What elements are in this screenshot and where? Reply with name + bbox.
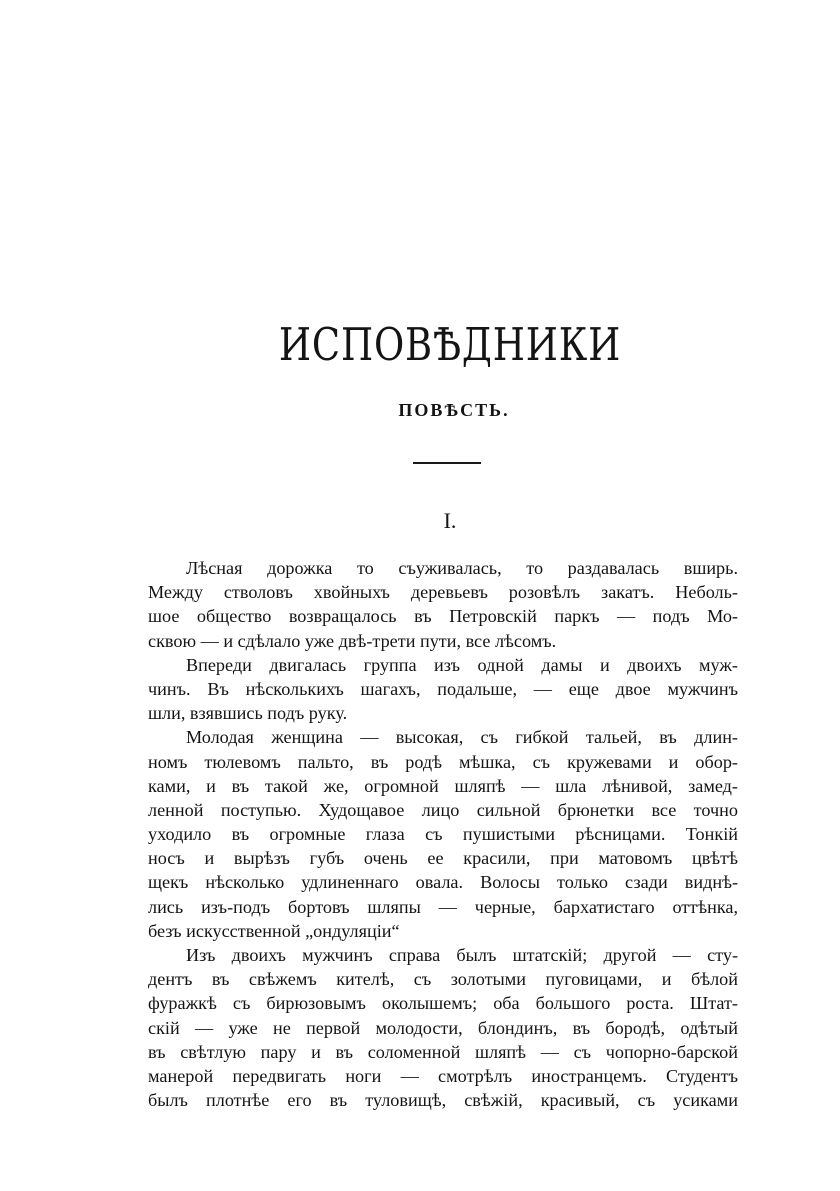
text-line: Впереди двигалась группа изъ одной дамы и двоихъ муж- (186, 654, 738, 675)
text-line: дентъ въ свѣжемъ кителѣ, съ золотыми пуговицами, и бѣлой (148, 969, 738, 990)
text-line: безъ искусственной „ондуляціи“ (148, 920, 400, 941)
chapter-number: I. (443, 508, 457, 533)
text-line: лись изъ-подъ бортовъ шляпы — черные, бархатистаго оттѣнка, (148, 896, 738, 917)
text-line: манерой передвигать ноги — смотрѣлъ иностранцемъ. Студентъ (148, 1065, 738, 1086)
text-line: Лѣсная дорожка то съуживалась, то раздавалась вширь. (186, 558, 738, 578)
text-line: чинъ. Въ нѣсколькихъ шагахъ, подальше, — еще двое мужчинъ (148, 678, 738, 699)
text-line: ками, и въ такой же, огромной шляпѣ — шла лѣнивой, замед- (148, 775, 738, 796)
text-line: уходило въ огромные глаза съ пушистыми рѣсницами. Тонкій (148, 824, 738, 845)
chapter-body-text (148, 556, 738, 1112)
text-line: Между стволовъ хвойныхъ деревьевъ розовѣлъ закатъ. Неболь- (148, 582, 738, 603)
blank-top-margin (0, 0, 840, 300)
text-line: фуражкѣ съ бирюзовымъ околышемъ; оба большого роста. Штат- (148, 993, 738, 1014)
text-line: въ свѣтлую пару и въ соломенной шляпѣ — съ чопорно-барской (148, 1041, 738, 1062)
genre-subtitle: ПОВѢСТЬ. (398, 400, 510, 420)
text-line: щекъ нѣсколько удлиненнаго овала. Волосы только сзади виднѣ- (148, 872, 738, 893)
text-line: Изъ двоихъ мужчинъ справа былъ штатскій; другой — сту- (186, 945, 738, 965)
text-line: номъ тюлевомъ пальто, въ родѣ мѣшка, съ кружевами и обор- (148, 751, 738, 772)
text-line: Молодая женщина — высокая, съ гибкой тальей, въ длин- (186, 727, 738, 748)
text-line: шли, взявшись подъ руку. (148, 703, 348, 724)
book-title: ИСПОВѢДНИКИ (278, 318, 622, 371)
title-divider-rule (413, 462, 481, 464)
text-line: скій — уже не первой молодости, блондинъ, въ бородѣ, одѣтый (148, 1017, 738, 1038)
text-line: былъ плотнѣе его въ туловищѣ, свѣжій, красивый, съ усиками (148, 1090, 738, 1111)
text-line: сквою — и сдѣлало уже двѣ-трети пути, все лѣсомъ. (148, 630, 557, 651)
text-line: ленной поступью. Худощавое лицо сильной брюнетки все точно (148, 799, 738, 820)
text-line: шое общество возвращалось въ Петровскій паркъ — подъ Мо- (148, 606, 738, 627)
text-line: носъ и вырѣзъ губъ очень ее красили, при матовомъ цвѣтѣ (148, 848, 738, 869)
